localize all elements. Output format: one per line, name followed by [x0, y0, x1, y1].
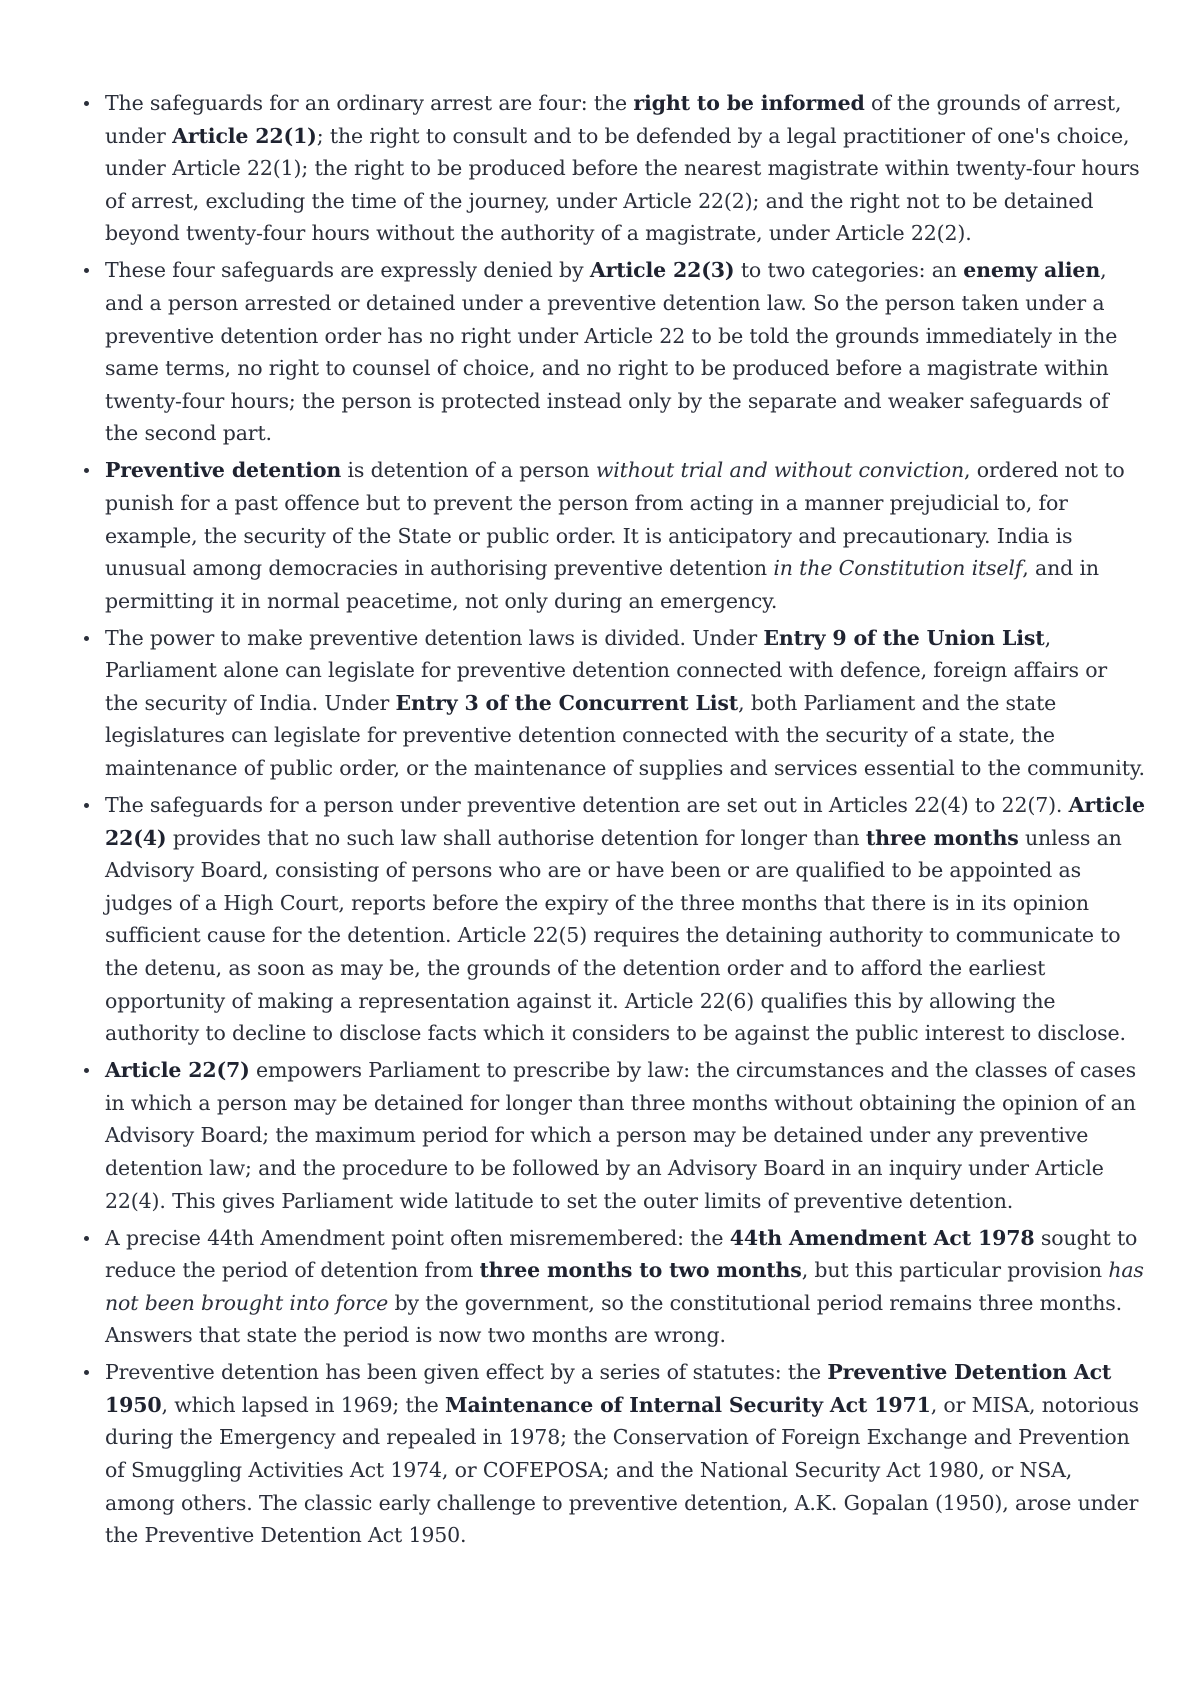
bullet-item — [105, 254, 1145, 450]
text-run: sought to reduce the period of detention from — [105, 1225, 1138, 1283]
bold-term: Maintenance of Internal Security Act 1971 — [444, 1392, 931, 1417]
bullet-list — [83, 87, 1145, 1556]
text-run: of the grounds of arrest, under — [105, 91, 1122, 148]
bullet-item — [105, 87, 1145, 250]
text-run: to two categories: an — [734, 258, 964, 283]
text-run: , both Parliament and the state legislatures can legislate for preventive detention connected with the security of a state, the maintenance of public order, or the maintenance of supplies and services essential to the community. — [105, 690, 1145, 781]
bold-term: enemy alien — [963, 258, 1101, 283]
text-run: The power to make preventive detention laws is divided. Under — [105, 625, 764, 650]
bold-term: 44th Amendment Act 1978 — [729, 1225, 1035, 1250]
text-run: , Parliament alone can legislate for preventive detention connected with defence, foreign affairs or the security of India. Under — [105, 625, 1108, 715]
text-run: , or MISA, notorious during the Emergency and repealed in 1978; the Conservation of Foreign Exchange and Prevention of Smuggling Activities Act 1974, or COFEPOSA; and the National Security Act 1980, or NSA, among others. The classic early challenge to preventive detention, A.K. Gopalan (1950), arose under the Preventive Detention Act 1950. — [105, 1392, 1139, 1548]
bullet-item — [105, 1356, 1145, 1552]
bold-term: Article 22(7) — [105, 1058, 250, 1083]
text-run: A precise 44th Amendment point often misremembered: the — [105, 1225, 730, 1250]
text-run: , but this particular provision — [801, 1258, 1109, 1283]
text-run: , and in permitting it in normal peacetime, not only during an emergency. — [105, 556, 1099, 613]
bold-term: Article 22(3) — [589, 258, 735, 283]
bold-term: Article 22(1) — [172, 123, 317, 148]
text-run: ; the right to consult and to be defended by a legal practitioner of one's choice, under Article 22(1); the right to be produced before the nearest magistrate within twenty-four hours of arrest, excluding the time of the journey, under Article 22(2); and the right not to be detained beyond twenty-four hours without the authority of a magistrate, under Article 22(2). — [105, 123, 1140, 246]
bold-term: Preventive detention — [105, 458, 342, 483]
text-run: , which lapsed in 1969; the — [161, 1392, 445, 1417]
text-run: The safeguards for a person under preventive detention are set out in Articles 22(4) to 22(7). — [105, 793, 1069, 818]
text-run: , ordered not to punish for a past offence but to prevent the person from acting in a manner prejudicial to, for example, the security of the State or public order. It is anticipatory and precautionary. India is unusual among democracies in authorising preventive detention — [105, 458, 1125, 581]
bullet-item — [105, 622, 1145, 785]
bold-term: Entry 3 of the Concurrent List — [395, 690, 739, 715]
text-run: The safeguards for an ordinary arrest are four: the — [105, 91, 634, 115]
bold-term: three months — [865, 825, 1019, 850]
italic-phrase: without trial and without conviction — [595, 458, 965, 483]
text-run: by the government, so the constitutional period remains three months. Answers that state the period is now two months are wrong. — [105, 1290, 1123, 1348]
bold-term: three months to two months — [479, 1258, 802, 1283]
text-run: , and a person arrested or detained under a preventive detention law. So the person taken under a preventive detention order has no right under Article 22 to be told the grounds immediately in the same terms, no right to counsel of choice, and no right to be produced before a magistrate within twenty-four hours; the person is protected instead only by the separate and weaker safeguards of the second part. — [105, 258, 1118, 446]
text-run: is detention of a person — [341, 458, 596, 483]
bullet-item — [105, 454, 1145, 617]
text-run: Preventive detention has been given effect by a series of statutes: the — [105, 1360, 828, 1385]
bold-term: right to be informed — [633, 91, 865, 115]
bold-term: Preventive Detention Act 1950 — [105, 1360, 1112, 1417]
text-run: These four safeguards are expressly denied by — [105, 258, 590, 283]
text-run: unless an Advisory Board, consisting of persons who are or have been or are qualified to be appointed as judges of a High Court, reports before the expiry of the three months that there is in its opinion sufficient cause for the detention. Article 22(5) requires the detaining authority to communicate to the detenu, as soon as may be, the grounds of the detention order and to afford the earliest opportunity of making a representation against it. Article 22(6) qualifies this by allowing the authority to decline to disclose facts which it considers to be against the public interest to disclose. — [105, 825, 1126, 1046]
text-run: provides that no such law shall authorise detention for longer than — [166, 825, 866, 850]
bold-term: Article 22(4) — [105, 793, 1145, 850]
bullet-item — [105, 789, 1145, 1050]
italic-phrase: in the Constitution itself — [773, 556, 1023, 581]
bold-term: Entry 9 of the Union List — [763, 625, 1045, 650]
bullet-item — [105, 1222, 1145, 1352]
bullet-item — [105, 1054, 1145, 1217]
text-run: empowers Parliament to prescribe by law: the circumstances and the classes of cases in which a person may be detained for longer than three months without obtaining the opinion of an Advisory Board; the maximum period for which a person may be detained under any preventive detention law; and the procedure to be followed by an Advisory Board in an inquiry under Article 22(4). This gives Parliament wide latitude to set the outer limits of preventive detention. — [105, 1058, 1136, 1213]
italic-phrase: has not been brought into force — [105, 1258, 1144, 1315]
